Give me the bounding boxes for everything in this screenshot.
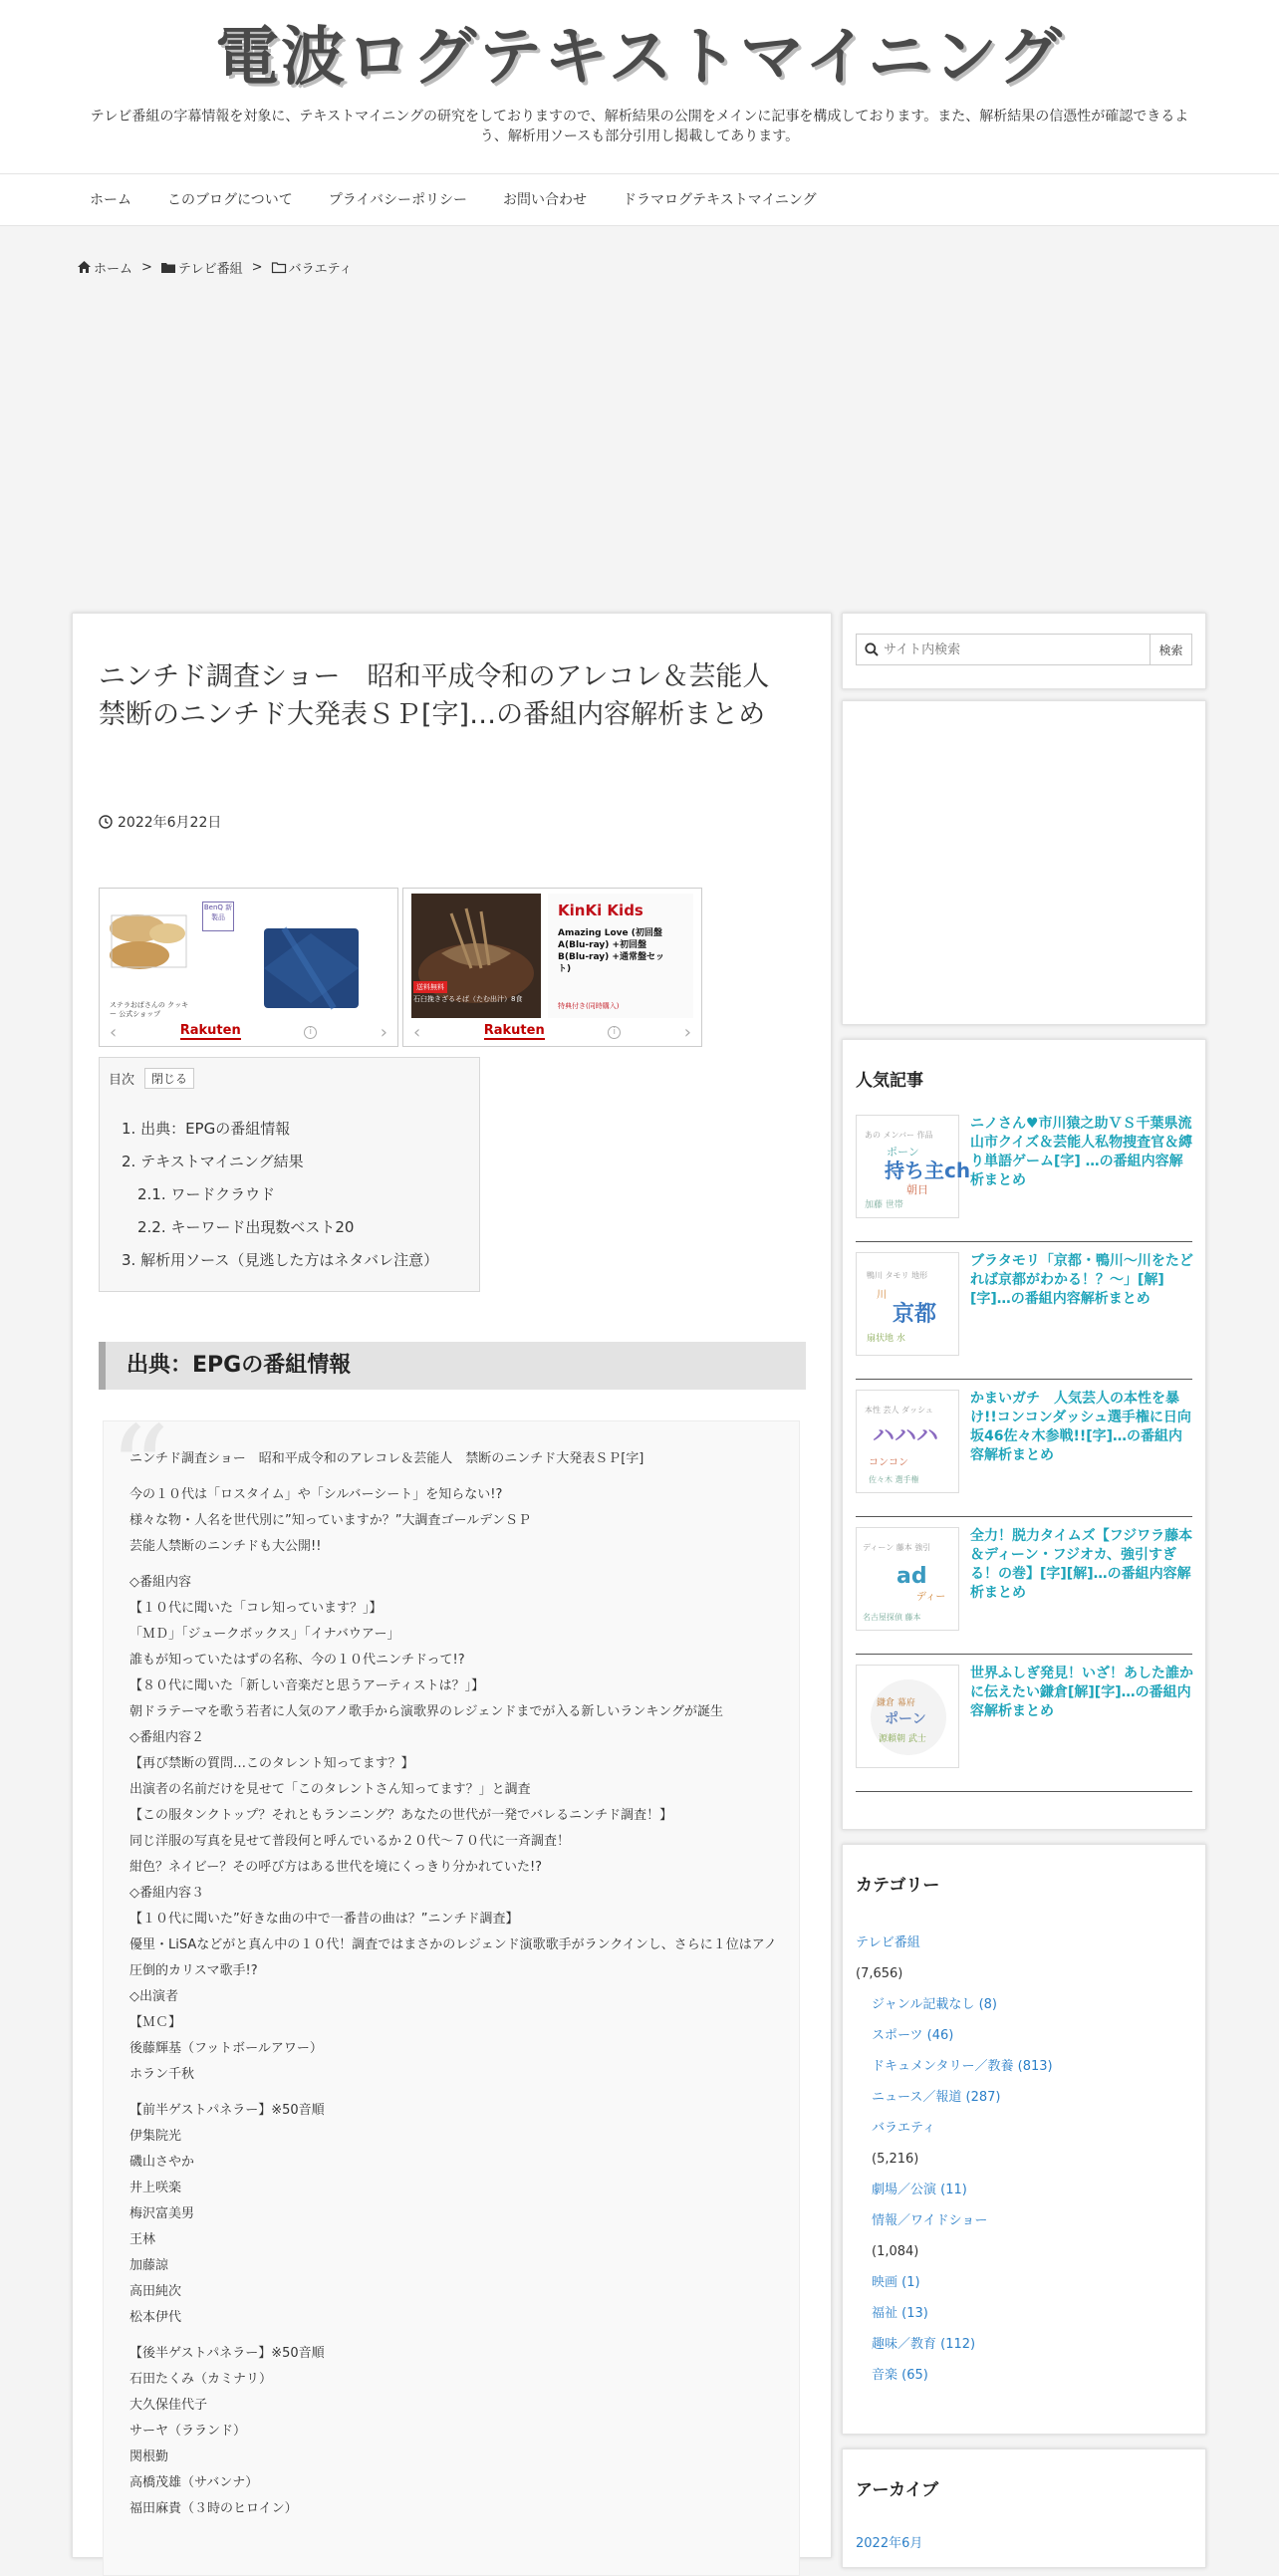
quote-paragraph xyxy=(129,1570,787,2088)
post-thumbnail xyxy=(856,1665,959,1768)
ad-footer xyxy=(403,1018,701,1046)
quote-line: 伊集院光 xyxy=(129,2129,182,2144)
popular-post-item[interactable] xyxy=(856,1517,1192,1655)
quote-line: 【８０代に聞いた「新しい音楽だと思うアーティストは？」】 xyxy=(129,1678,485,1693)
category-item xyxy=(856,2082,1194,2113)
category-link[interactable]: 福祉 xyxy=(872,2306,898,2321)
category-item xyxy=(856,2020,1194,2051)
categories-title: カテゴリー xyxy=(856,1876,940,1896)
quote-line: 梅沢富美男 xyxy=(129,2206,195,2221)
chevron-right-icon[interactable]: › xyxy=(683,1021,691,1043)
category-item xyxy=(856,2051,1194,2082)
category-count: (5,216) xyxy=(872,2152,919,2167)
category-item xyxy=(856,2267,1194,2298)
rakuten-logo: Rakuten xyxy=(179,1023,241,1038)
category-count: (112) xyxy=(940,2337,976,2352)
toc-item[interactable]: 3. 解析用ソース（見逃した方はネタバレ注意） xyxy=(122,1251,439,1269)
toc-label: 目次 xyxy=(109,1073,135,1088)
popular-post-title[interactable]: ニノさん♥市川猿之助ＶＳ千葉県流山市クイズ＆芸能人私物捜査官＆縛り単語ゲーム[字] …の番組内容解析まとめ xyxy=(970,1116,1193,1188)
ad-right-body: Amazing Love (初回盤A(Blu-ray) +初回盤B(Blu-ray) +通常盤セット) xyxy=(558,928,664,974)
quote-line: 後藤輝基（フットボールアワー） xyxy=(129,2041,323,2056)
table-of-contents xyxy=(99,1057,480,1292)
rakuten-ad-left[interactable] xyxy=(99,888,398,1047)
category-link[interactable]: 情報／ワイドショー xyxy=(872,2213,988,2228)
nav-item-contact[interactable]: お問い合わせ xyxy=(503,192,588,208)
quote-line: 関根勤 xyxy=(129,2449,169,2464)
quote-line: サーヤ（ラランド） xyxy=(129,2424,247,2439)
quote-line: 同じ洋服の写真を見せて普段何と呼んでいるか２０代～７０代に一斉調査！ xyxy=(129,1834,571,1849)
post-thumbnail xyxy=(856,1115,971,1218)
quote-line: ◇番組内容２ xyxy=(129,1730,204,1745)
folder-icon xyxy=(161,262,175,273)
global-nav xyxy=(0,174,1279,226)
info-icon[interactable]: i xyxy=(304,1026,317,1039)
quote-line: ◇出演者 xyxy=(129,1989,178,2004)
category-count: (8) xyxy=(978,1997,997,2012)
toc-item[interactable]: 1. 出典：EPGの番組情報 xyxy=(122,1120,291,1138)
quote-line: ◇番組内容３ xyxy=(129,1886,204,1901)
nav-item-privacy[interactable]: プライバシーポリシー xyxy=(328,192,468,208)
popular-post-item[interactable] xyxy=(856,1655,1192,1792)
thumb-word: 持ち主ch xyxy=(885,1159,971,1182)
site-description: テレビ番組の字幕情報を対象に、テキストマイニングの研究をしておりますので、解析結果の公開をメインに記事を構成しております。また、解析結果の信憑性が確認できるよう、解析用ソースも部分引用し掲載してあります。 xyxy=(90,109,1189,144)
svg-text:朝日: 朝日 xyxy=(906,1183,928,1196)
post-thumbnail xyxy=(856,1252,959,1356)
quote-line: 【前半ゲストパネラー】※50音順 xyxy=(129,2103,325,2118)
category-item xyxy=(856,2205,1194,2236)
quote-line: 王林 xyxy=(129,2232,156,2247)
quote-line: 今の１０代は「ロスタイム」や「シルバーシート」を知らない!? xyxy=(129,1487,503,1502)
thumb-word: ad xyxy=(896,1564,927,1589)
site-title[interactable]: 電波ログテキストマイニング xyxy=(215,21,1064,95)
categories-widget xyxy=(842,1844,1206,2435)
svg-text:源頼朝 武士: 源頼朝 武士 xyxy=(879,1734,926,1744)
quote-mark-icon: “ xyxy=(109,1402,170,1540)
category-item xyxy=(856,2113,1194,2144)
quote-line: 【１０代に聞いた「コレ知っています？」】 xyxy=(129,1601,383,1616)
popular-post-item[interactable] xyxy=(856,1105,1192,1242)
breadcrumb xyxy=(78,257,353,277)
quote-line: 【この服タンクトップ？それともランニング？あなたの世代が一発でバレるニンチド調査！】 xyxy=(129,1808,673,1823)
ad-right-caption: 石臼挽きざるそば（たむ出汁）8食 xyxy=(413,995,523,1003)
quote-line: ニンチド調査ショー 昭和平成令和のアレコレ＆芸能人 禁断のニンチド大発表ＳＰ[字] xyxy=(129,1451,644,1466)
nav-item-home[interactable]: ホーム xyxy=(90,192,131,208)
svg-text:鴨川 タモリ 地形: 鴨川 タモリ 地形 xyxy=(867,1271,928,1280)
svg-text:川: 川 xyxy=(877,1290,887,1301)
quote-line: 高橋茂雄（サバンナ） xyxy=(129,2475,259,2490)
quote-line: 様々な物・人名を世代別に”知っていますか？”大調査ゴールデンＳＰ xyxy=(129,1513,531,1528)
ad-soba-image xyxy=(411,894,541,1018)
category-count: (1,084) xyxy=(872,2244,919,2259)
category-item xyxy=(856,2175,1194,2205)
quote-line: 松本伊代 xyxy=(129,2310,182,2325)
breadcrumb-parent[interactable]: テレビ番組 xyxy=(161,258,243,277)
quote-line: 優里・LiSAなどがと真ん中の１０代！調査ではまさかのレジェンド演歌歌手がランクインし、さらに１位はアノ圧倒的カリスマ歌手!? xyxy=(129,1937,777,1978)
popular-post-item[interactable] xyxy=(856,1242,1192,1380)
epg-quote xyxy=(103,1402,800,2576)
breadcrumb-separator: > xyxy=(141,259,152,275)
category-item xyxy=(856,2298,1194,2329)
thumb-word: ポーン xyxy=(885,1711,926,1727)
svg-text:扇状地 水: 扇状地 水 xyxy=(867,1334,905,1344)
category-link[interactable]: スポーツ xyxy=(872,2028,923,2043)
quote-line: 磯山さやか xyxy=(129,2155,195,2170)
ad-right-small: 特典付き(同時購入) xyxy=(558,1002,620,1010)
category-link[interactable]: ドキュメンタリー／教養 xyxy=(872,2059,1014,2074)
archive-title: アーカイブ xyxy=(856,2480,939,2500)
category-count: (7,656) xyxy=(856,1966,903,1981)
svg-text:コンコン: コンコン xyxy=(869,1457,908,1468)
quote-line: 高田純次 xyxy=(129,2284,182,2299)
quote-line: 石田たくみ（カミナリ） xyxy=(129,2372,273,2387)
entry-title: ニンチド調査ショー 昭和平成令和のアレコレ＆芸能人 禁断のニンチド大発表ＳＰ[字]…の番組内容解析まとめ xyxy=(99,661,797,730)
popular-posts-widget xyxy=(842,1039,1206,1830)
category-link[interactable]: ニュース／報道 xyxy=(872,2090,962,2105)
quote-line: 井上咲楽 xyxy=(129,2181,182,2195)
quote-line: 大久保佳代子 xyxy=(129,2398,208,2413)
category-item xyxy=(856,2329,1194,2360)
main-content xyxy=(72,613,832,2558)
chevron-right-icon[interactable]: › xyxy=(380,1021,387,1043)
quote-line: 【後半ゲストパネラー】※50音順 xyxy=(129,2346,325,2361)
ad-footer xyxy=(100,1018,397,1046)
ad-left-badge: BenQ 新製品 xyxy=(202,902,234,931)
archive-widget xyxy=(842,2448,1206,2568)
ad-space-top xyxy=(73,299,1206,603)
quote-paragraph xyxy=(129,2098,787,2331)
ad-right-text xyxy=(548,894,693,1018)
quote-line: 紺色？ネイビー？その呼び方はある世代を境にくっきり分かれていた!? xyxy=(129,1860,543,1875)
post-thumbnail xyxy=(856,1527,959,1631)
post-thumbnail xyxy=(856,1390,959,1493)
category-link[interactable]: 音楽 xyxy=(872,2368,898,2383)
category-link[interactable]: テレビ番組 xyxy=(856,1935,920,1950)
quote-line: 出演者の名前だけを見せて「このタレントさん知ってます？」と調査 xyxy=(129,1782,531,1797)
toc-item[interactable]: 2. テキストマイニング結果 xyxy=(122,1153,304,1170)
quote-line: 朝ドラテーマを歌う若者に人気のアノ歌手から演歌界のレジェンドまでが入る新しいランキングが誕生 xyxy=(129,1704,723,1719)
category-link[interactable]: 劇場／公演 xyxy=(872,2183,937,2197)
svg-text:鎌倉 幕府: 鎌倉 幕府 xyxy=(877,1698,915,1708)
category-item xyxy=(856,1989,1194,2020)
home-icon xyxy=(78,261,91,273)
toc-header xyxy=(109,1068,194,1089)
category-count: (11) xyxy=(940,2183,967,2197)
quote-line: ◇番組内容 xyxy=(129,1575,191,1590)
toc-subitem[interactable]: 2.1. ワードクラウド xyxy=(137,1185,276,1203)
category-count: (13) xyxy=(901,2306,928,2321)
search-widget xyxy=(842,613,1206,689)
folder-open-icon xyxy=(272,262,286,273)
breadcrumb-separator: > xyxy=(251,259,263,275)
category-count: (46) xyxy=(926,2028,954,2043)
search-icon xyxy=(865,643,879,656)
svg-text:あの メンバー 作品: あの メンバー 作品 xyxy=(865,1131,933,1140)
nav-item-about[interactable]: このブログについて xyxy=(167,192,293,208)
popular-post-title[interactable]: 世界ふしぎ発見！いざ！あした誰かに伝えたい鎌倉[解][字]…の番組内容解析まとめ xyxy=(970,1666,1193,1719)
quote-line: 加藤諒 xyxy=(129,2258,169,2273)
svg-text:名古屋探偵 藤本: 名古屋探偵 藤本 xyxy=(863,1613,921,1622)
sidebar-ad-space xyxy=(842,700,1206,1025)
svg-text:ポーン: ポーン xyxy=(887,1146,919,1159)
svg-text:ディーン 藤本 強引: ディーン 藤本 強引 xyxy=(863,1543,931,1552)
rakuten-logo: Rakuten xyxy=(483,1023,545,1038)
thumb-word: ハハハ xyxy=(873,1423,939,1448)
svg-text:加藤 世帯: 加藤 世帯 xyxy=(865,1200,903,1210)
category-count: (1) xyxy=(901,2275,920,2290)
search-form xyxy=(856,634,1192,665)
chevron-left-icon[interactable]: ‹ xyxy=(110,1021,118,1043)
popular-post-title[interactable]: かまいガチ 人気芸人の本性を暴け!!コンコンダッシュ選手権に日向坂46佐々木参戦!![字]…の番組内容解析まとめ xyxy=(970,1391,1191,1463)
category-link[interactable]: 映画 xyxy=(872,2275,898,2290)
quote-line: 【再び禁断の質問…このタレント知ってます？】 xyxy=(129,1756,414,1771)
thumb-word: 京都 xyxy=(893,1302,937,1327)
ad-left-caption: ステラおばさんの クッキー 公式ショップ xyxy=(110,1001,189,1018)
quote-line: 誰もが知っていたはずの名称、今の１０代ニンチドって!? xyxy=(129,1653,465,1668)
ad-product-image-2 xyxy=(244,894,389,1018)
info-icon[interactable]: i xyxy=(608,1026,621,1039)
search-button[interactable]: 検索 xyxy=(1150,635,1191,664)
quote-paragraph xyxy=(129,1482,787,1560)
category-count: (287) xyxy=(965,2090,1001,2105)
quote-line: 芸能人禁断のニンチドも大公開!! xyxy=(129,1539,322,1554)
toc-subitem[interactable]: 2.2. キーワード出現数ベスト20 xyxy=(137,1218,355,1236)
quote-body xyxy=(129,1446,787,2532)
search-input[interactable] xyxy=(884,643,1150,657)
breadcrumb-current[interactable]: バラエティ xyxy=(272,258,353,277)
popular-posts-title: 人気記事 xyxy=(856,1071,923,1091)
breadcrumb-home[interactable]: ホーム xyxy=(78,258,132,277)
quote-line: 福田麻貴（３時のヒロイン） xyxy=(129,2501,298,2516)
section-heading-epg: 出典：EPGの番組情報 xyxy=(99,1342,806,1390)
quote-paragraph xyxy=(129,2341,787,2522)
quote-line: 【ＭＣ】 xyxy=(129,2015,182,2030)
category-link[interactable]: ジャンル記載なし xyxy=(872,1997,975,2012)
toc-toggle-button[interactable]: 閉じる xyxy=(144,1068,194,1089)
svg-text:本性 芸人 ダッシュ: 本性 芸人 ダッシュ xyxy=(865,1406,933,1415)
category-link[interactable]: 趣味／教育 xyxy=(872,2337,937,2352)
quote-line: 「ＭＤ」「ジュークボックス」「イナバウアー」 xyxy=(129,1627,400,1642)
quote-paragraph xyxy=(129,1446,787,1472)
svg-text:ディー: ディー xyxy=(916,1592,946,1603)
category-count: (813) xyxy=(1017,2059,1053,2074)
ad-product-image xyxy=(108,894,237,1018)
category-item xyxy=(856,1928,1194,1958)
site-header xyxy=(0,0,1279,174)
popular-post-title[interactable]: ブラタモリ「京都・鴨川～川をたどれば京都がわかる！？～」[解][字]…の番組内容解析まとめ xyxy=(970,1253,1193,1307)
popular-post-item[interactable] xyxy=(856,1380,1192,1517)
svg-text:佐々木 選手権: 佐々木 選手権 xyxy=(869,1475,919,1484)
quote-line: ホラン千秋 xyxy=(129,2067,195,2082)
chevron-left-icon[interactable]: ‹ xyxy=(413,1021,421,1043)
archive-link[interactable]: 2022年6月 xyxy=(856,2536,923,2551)
nav-item-drama[interactable]: ドラマログテキストマイニング xyxy=(623,192,817,208)
post-date: 2022年6月22日 xyxy=(99,812,221,832)
popular-post-title[interactable]: 全力！脱力タイムズ【フジワラ藤本＆ディーン・フジオカ、強引すぎる！の巻】[字][解]…の番組内容解析まとめ xyxy=(970,1528,1193,1601)
rakuten-ad-right[interactable] xyxy=(402,888,702,1047)
category-count: (65) xyxy=(901,2368,928,2383)
ad-right-title: KinKi Kids xyxy=(558,902,643,919)
quote-line: 【１０代に聞いた”好きな曲の中で一番昔の曲は？”ニンチド調査】 xyxy=(129,1912,519,1927)
category-link[interactable]: バラエティ xyxy=(872,2121,935,2136)
category-item xyxy=(856,2360,1194,2391)
clock-icon xyxy=(99,815,113,829)
free-shipping-badge: 送料無料 xyxy=(413,981,447,993)
